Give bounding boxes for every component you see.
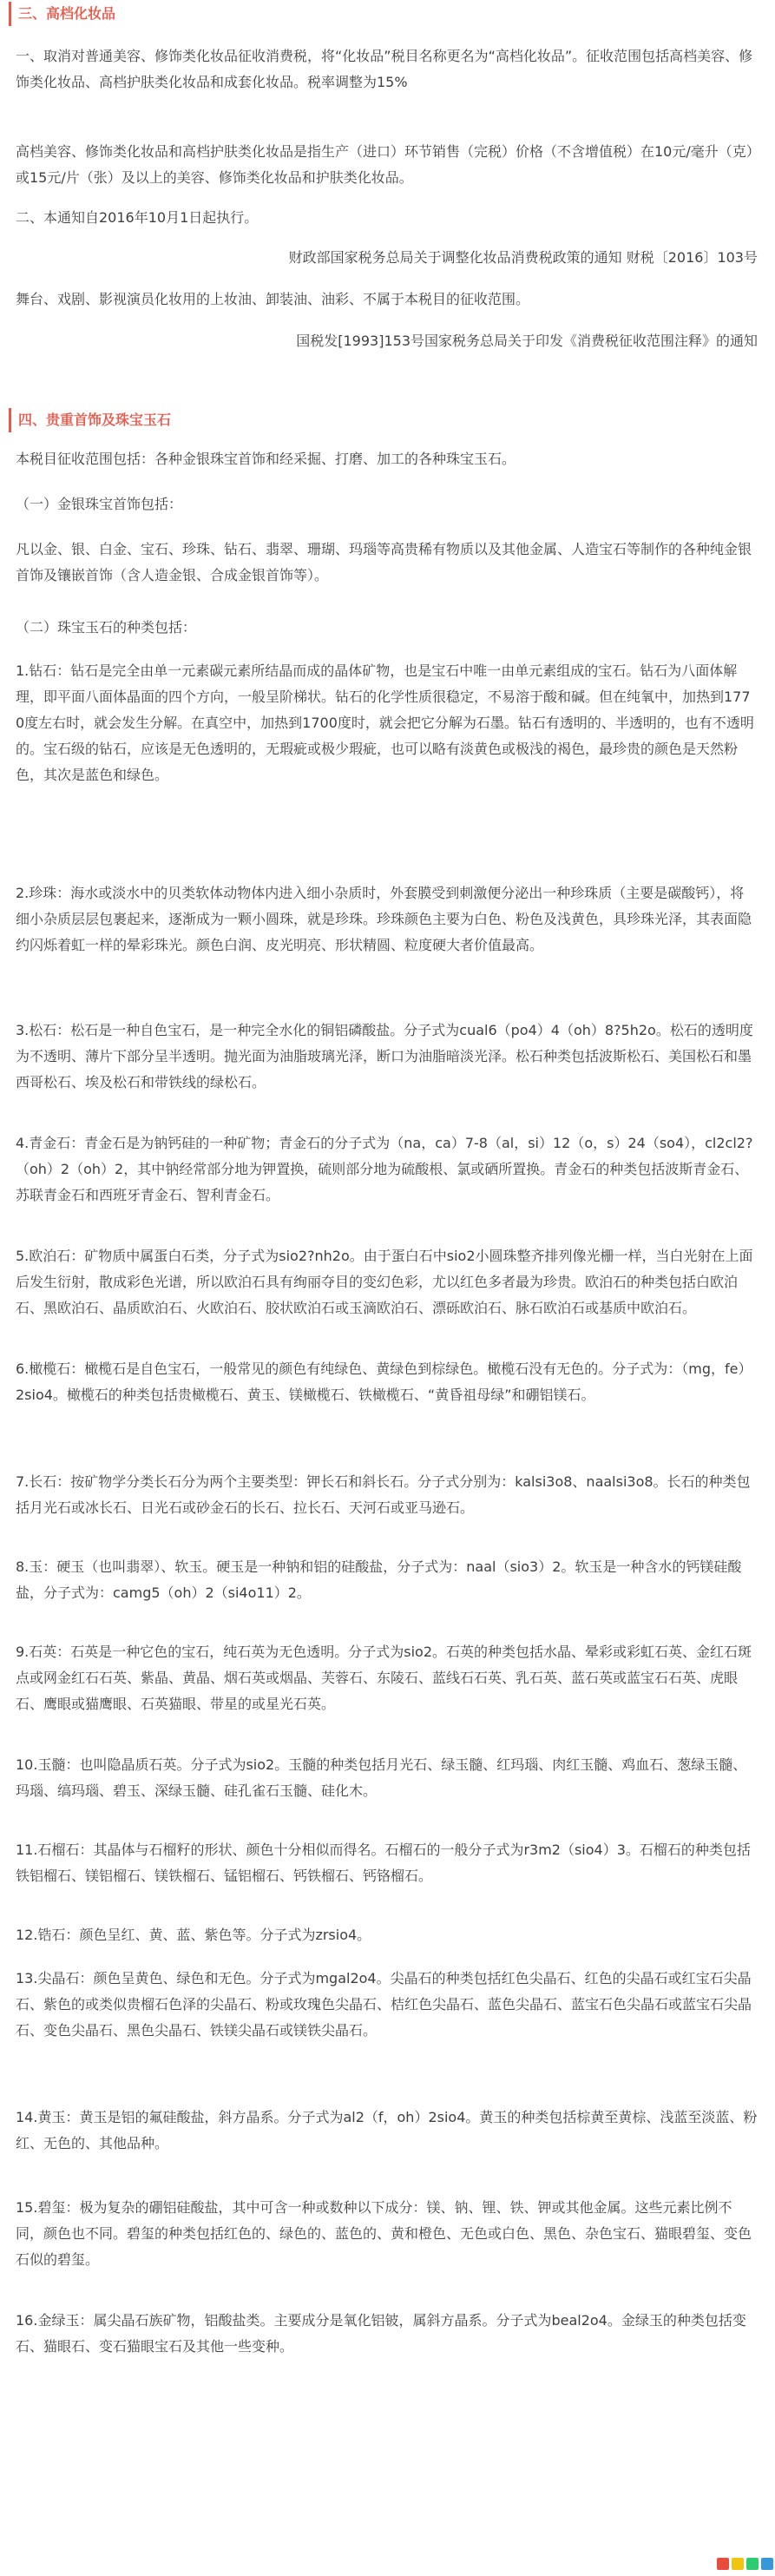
paragraph: 一、取消对普通美容、修饰类化妆品征收消费税，将“化妆品”税目名称更名为“高档化妆品”。征收范围包括高档美容、修饰类化妆品、高档护肤类化妆品和成套化妆品。税率调整为15% xyxy=(16,48,753,90)
gem-item-diamond: 1.钻石：钻石是完全由单一元素碳元素所结晶而成的晶体矿物，也是宝石中唯一由单元素组成的宝石。钻石为八面体解理，即平面八面体晶面的四个方向，一般呈阶梯状。钻石的化学性质很稳定，不易溶于酸和碱。但在纯氧中，加热到1770度左右时，就会发生分解。在真空中，加热到1700度时，就会把它分解为石墨。钻石有透明的、半透明的，也有不透明的。宝石级的钻石，应该是无色透明的，无瑕疵或极少瑕疵，也可以略有淡黄色或极浅的褐色，最珍贵的颜色是天然粉色，其次是蓝色和绿色。 xyxy=(16,662,754,783)
colored-squares-icon xyxy=(714,2552,775,2576)
gem-item-chrysoberyl: 16.金绿玉：属尖晶石族矿物，铝酸盐类。主要成分是氧化铝铍，属斜方晶系。分子式为beal2o4。金绿玉的种类包括变石、猫眼石、变石猫眼宝石及其他一些变种。 xyxy=(16,2312,746,2355)
gem-item-lapis: 4.青金石：青金石是为钠钙硅的一种矿物；青金石的分子式为（na，ca）7-8（al，si）12（o，s）24（so4），cl2cl2?（oh）2（oh）2，其中钠经常部分地为钾置换，硫则部分地为硫酸根、氯或硒所置换。青金石的种类包括波斯青金石、苏联青金石和西班牙青金石、智利青金石。 xyxy=(16,1135,753,1203)
subheading: （一）金银珠宝首饰包括： xyxy=(16,496,183,512)
gem-item-opal: 5.欧泊石：矿物质中属蛋白石类，分子式为sio2?nh2o。由于蛋白石中sio2小圆珠整齐排列像光栅一样，当白光射在上面后发生衍射，散成彩色光谱，所以欧泊石具有绚丽夺目的变幻色彩，尤以红色多者最为珍贵。欧泊石的种类包括白欧泊石、黑欧泊石、晶质欧泊石、火欧泊石、胶状欧泊石或玉滴欧泊石、漂砾欧泊石、脉石欧泊石或基质中欧泊石。 xyxy=(16,1248,753,1316)
section-heading-jewelry: 四、贵重首饰及珠宝玉石 xyxy=(9,408,765,432)
subheading: （二）珠宝玉石的种类包括： xyxy=(16,619,197,636)
paragraph: 舞台、戏剧、影视演员化妆用的上妆油、卸装油、油彩、不属于本税目的征收范围。 xyxy=(16,291,530,307)
square-blue xyxy=(761,2558,773,2570)
gem-item-spinel: 13.尖晶石：颜色呈黄色、绿色和无色。分子式为mgal2o4。尖晶石的种类包括红色尖晶石、红色的尖晶石或红宝石尖晶石、紫色的或类似贵榴石色泽的尖晶石、粉或玫瑰色尖晶石、桔红色尖晶石、蓝色尖晶石、蓝宝石色尖晶石或蓝宝石尖晶石、变色尖晶石、黑色尖晶石、铁镁尖晶石或镁铁尖晶石。 xyxy=(16,1970,752,2039)
reference-citation: 财政部国家税务总局关于调整化妆品消费税政策的通知 财税〔2016〕103号 xyxy=(288,249,758,266)
gem-item-peridot: 6.橄榄石：橄榄石是自色宝石，一般常见的颜色有纯绿色、黄绿色到棕绿色。橄榄石没有无色的。分子式为：（mg，fe）2sio4。橄榄石的种类包括贵橄榄石、黄玉、镁橄榄石、铁橄榄石、“黄昏祖母绿”和硼铝镁石。 xyxy=(16,1360,752,1403)
section-heading-cosmetics: 三、高档化妆品 xyxy=(9,2,765,26)
gem-item-feldspar: 7.长石：按矿物学分类长石分为两个主要类型：钾长石和斜长石。分子式分别为：kalsi3o8、naalsi3o8。长石的种类包括月光石或冰长石、日光石或砂金石的长石、拉长石、天河石或亚马逊石。 xyxy=(16,1473,751,1516)
gem-item-pearl: 2.珍珠：海水或淡水中的贝类软体动物体内进入细小杂质时，外套膜受到刺激便分泌出一种珍珠质（主要是碳酸钙），将细小杂质层层包裹起来，逐渐成为一颗小圆珠，就是珍珠。珍珠颜色主要为白色、粉色及浅黄色，具珍珠光泽，其表面隐约闪烁着虹一样的晕彩珠光。颜色白润、皮光明亮、形状精圆、粒度硬大者价值最高。 xyxy=(16,885,752,953)
gem-item-quartz: 9.石英：石英是一种它色的宝石，纯石英为无色透明。分子式为sio2。石英的种类包括水晶、晕彩或彩虹石英、金红石斑点或网金红石石英、紫晶、黄晶、烟石英或烟晶、芙蓉石、东陵石、蓝线石石英、乳石英、蓝石英或蓝宝石石英、虎眼石、鹰眼或猫鹰眼、石英猫眼、带星的或星光石英。 xyxy=(16,1644,752,1712)
reference-citation: 国税发[1993]153号国家税务总局关于印发《消费税征收范围注释》的通知 xyxy=(296,333,758,349)
gem-item-zircon: 12.锆石：颜色呈红、黄、蓝、紫色等。分子式为zrsio4。 xyxy=(16,1927,371,1943)
gem-item-chalcedony: 10.玉髓：也叫隐晶质石英。分子式为sio2。玉髓的种类包括月光石、绿玉髓、红玛瑙、肉红玉髓、鸡血石、葱绿玉髓、玛瑙、缟玛瑙、碧玉、深绿玉髓、硅孔雀石玉髓、硅化木。 xyxy=(16,1756,747,1799)
square-yellow xyxy=(732,2558,744,2570)
paragraph: 高档美容、修饰类化妆品和高档护肤类化妆品是指生产（进口）环节销售（完税）价格（不含增值税）在10元/毫升（克）或15元/片（张）及以上的美容、修饰类化妆品和护肤类化妆品。 xyxy=(16,143,753,186)
gem-item-tourmaline: 15.碧玺：极为复杂的硼铝硅酸盐，其中可含一种或数种以下成分：镁、钠、锂、铁、钾或其他金属。这些元素比例不同，颜色也不同。碧玺的种类包括红色的、绿色的、蓝色的、黄和橙色、无色或白色、黑色、杂色宝石、猫眼碧玺、变色石似的碧玺。 xyxy=(16,2199,752,2268)
gem-item-jade: 8.玉：硬玉（也叫翡翠）、软玉。硬玉是一种钠和铝的硅酸盐，分子式为：naal（sio3）2。软玉是一种含水的钙镁硅酸盐，分子式为：camg5（oh）2（si4o11）2。 xyxy=(16,1558,742,1601)
square-green xyxy=(746,2558,759,2570)
paragraph: 凡以金、银、白金、宝石、珍珠、钻石、翡翠、珊瑚、玛瑙等高贵稀有物质以及其他金属、人造宝石等制作的各种纯金银首饰及镶嵌首饰（含人造金银、合成金银首饰等）。 xyxy=(16,541,752,583)
gem-item-garnet: 11.石榴石：其晶体与石榴籽的形状、颜色十分相似而得名。石榴石的一般分子式为r3m2（sio4）3。石榴石的种类包括铁铝榴石、镁铝榴石、镁铁榴石、锰铝榴石、钙铁榴石、钙铬榴石。 xyxy=(16,1841,751,1884)
paragraph: 二、本通知自2016年10月1日起执行。 xyxy=(16,209,259,226)
square-red xyxy=(717,2558,729,2570)
gem-item-turquoise: 3.松石：松石是一种自色宝石，是一种完全水化的铜铝磷酸盐。分子式为cual6（po4）4（oh）8?5h2o。松石的透明度为不透明、薄片下部分呈半透明。抛光面为油脂玻璃光泽，断口为油脂暗淡光泽。松石种类包括波斯松石、美国松石和墨西哥松石、埃及松石和带铁线的绿松石。 xyxy=(16,1022,753,1090)
gem-item-topaz: 14.黄玉：黄玉是铝的氟硅酸盐，斜方晶系。分子式为al2（f，oh）2sio4。黄玉的种类包括棕黄至黄棕、浅蓝至淡蓝、粉红、无色的、其他品种。 xyxy=(16,2109,758,2151)
paragraph: 本税目征收范围包括：各种金银珠宝首饰和经采掘、打磨、加工的各种珠宝玉石。 xyxy=(16,451,516,467)
